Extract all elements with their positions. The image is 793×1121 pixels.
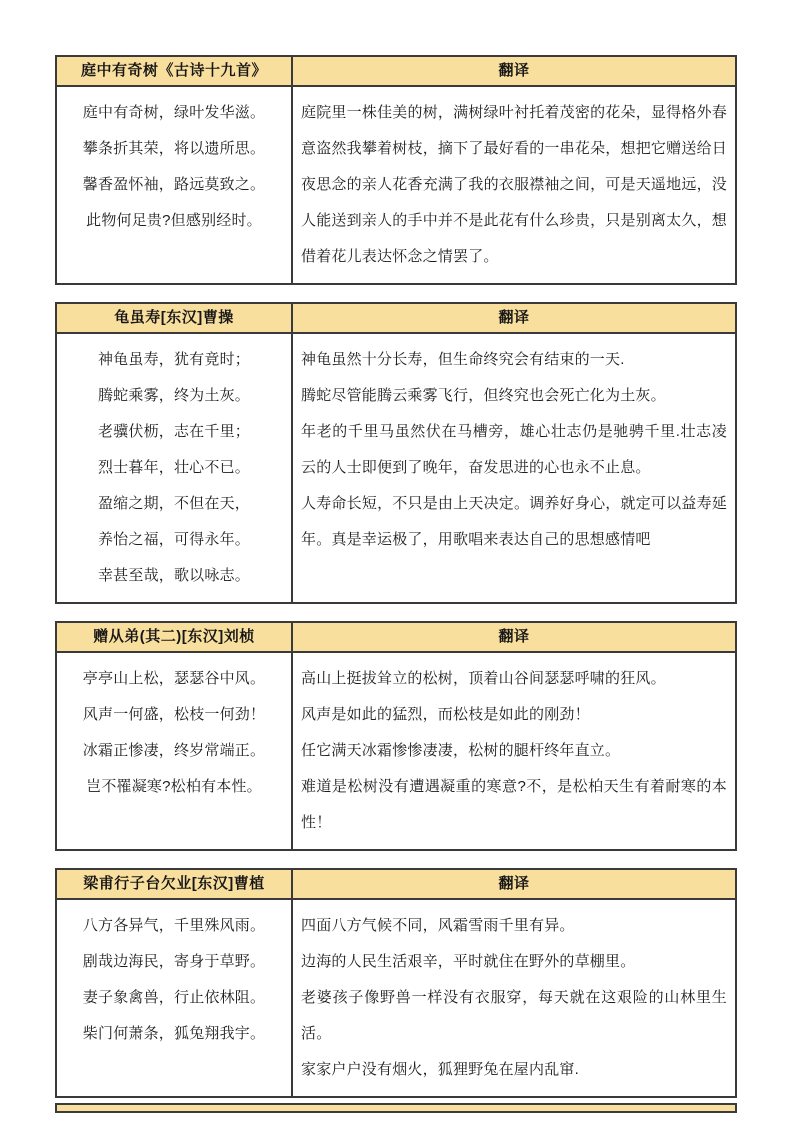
- poem-line: 腾蛇乘雾，终为土灰。: [97, 387, 250, 404]
- translation-paragraph: 年老的千里马虽然伏在马槽旁，雄心壮志仍是驰骋千里.壮志凌云的人士即便到了晚年，奋发思进的心也永不止息。: [301, 423, 727, 476]
- poem-title: 赠从弟(其二)[东汉]刘桢: [57, 623, 293, 651]
- poem-line: 烈士暮年，壮心不已。: [97, 459, 250, 476]
- translation-paragraph: 四面八方气候不同，风霜雪雨千里有异。: [301, 917, 575, 934]
- poem-line: 冰霜正惨凄，终岁常端正。: [82, 742, 266, 759]
- translation-text: [293, 87, 735, 283]
- translation-text: [293, 334, 735, 602]
- table-header-row: [57, 304, 735, 334]
- poem-lines: [57, 653, 293, 849]
- poem-line: 馨香盈怀袖，路远莫致之。: [82, 176, 266, 193]
- table-body-row: [57, 87, 735, 283]
- poem-title: 庭中有奇树《古诗十九首》: [57, 57, 293, 85]
- poem-title: 龟虽寿[东汉]曹操: [57, 304, 293, 332]
- poem-line: 亭亭山上松，瑟瑟谷中风。: [82, 670, 266, 687]
- translation-paragraph: 家家户户没有烟火，狐狸野兔在屋内乱窜.: [301, 1061, 579, 1078]
- poem-line: 攀条折其荣，将以遗所思。: [82, 140, 266, 157]
- poem-table-2: [55, 302, 737, 604]
- translation-paragraph: 任它满天冰霜惨惨凄凄，松树的腿杆终年直立。: [301, 742, 621, 759]
- poem-line: 幸甚至哉，歌以咏志。: [97, 567, 250, 584]
- translation-header: 翻译: [498, 62, 530, 79]
- next-table-header-partial: [55, 1103, 737, 1113]
- translation-paragraph: 边海的人民生活艰辛，平时就住在野外的草棚里。: [301, 953, 636, 970]
- table-body-row: [57, 334, 735, 602]
- translation-paragraph: 庭院里一株佳美的树，满树绿叶衬托着茂密的花朵，显得格外春意盗然我攀着树枝，摘下了最好看的一串花朵，想把它赠送给日夜思念的亲人花香充满了我的衣服襟袖之间，可是天遥地远，没人能送到亲人的手中并不是此花有什么珍贵，只是别离太久，想借着花儿表达怀念之情罢了。: [301, 104, 727, 265]
- translation-paragraph: 人寿命长短，不只是由上天决定。调养好身心，就定可以益寿延年。真是幸运极了，用歌唱来表达自己的思想感情吧: [301, 495, 727, 548]
- translation-header: 翻译: [498, 309, 530, 326]
- poem-line: 老骥伏枥，志在千里；: [97, 423, 250, 440]
- translation-header: 翻译: [498, 628, 530, 645]
- translation-paragraph: 高山上挺拔耸立的松树，顶着山谷间瑟瑟呼啸的狂风。: [301, 670, 666, 687]
- poem-table-3: [55, 621, 737, 851]
- table-body-row: [57, 653, 735, 849]
- poem-lines: [57, 334, 293, 602]
- translation-paragraph: 风声是如此的猛烈，而松枝是如此的刚劲！: [301, 706, 590, 723]
- poem-line: 盈缩之期，不但在天，: [97, 495, 250, 512]
- poem-line: 妻子象禽兽，行止依林阻。: [82, 989, 266, 1006]
- table-body-row: [57, 900, 735, 1096]
- poem-line: 风声一何盛，松枝一何劲！: [82, 706, 266, 723]
- poem-lines: [57, 87, 293, 283]
- translation-paragraph: 老婆孩子像野兽一样没有衣服穿，每天就在这艰险的山林里生活。: [301, 989, 727, 1042]
- translation-header: 翻译: [498, 875, 530, 892]
- translation-paragraph: 难道是松树没有遭遇凝重的寒意?不，是松柏天生有着耐寒的本性！: [301, 778, 727, 831]
- poem-line: 八方各异气，千里殊风雨。: [82, 917, 266, 934]
- table-header-row: [57, 623, 735, 653]
- translation-text: [293, 900, 735, 1096]
- table-header-row: [57, 57, 735, 87]
- translation-text: [293, 653, 735, 849]
- translation-paragraph: 腾蛇尽管能腾云乘雾飞行，但终究也会死亡化为土灰。: [301, 387, 666, 404]
- poem-line: 剧哉边海民，寄身于草野。: [82, 953, 266, 970]
- poem-table-1: [55, 55, 737, 285]
- poem-line: 岂不罹凝寒?松柏有本性。: [86, 778, 262, 795]
- poem-title: 梁甫行子台欠业[东汉]曹植: [57, 870, 293, 898]
- poem-lines: [57, 900, 293, 1096]
- poem-line: 神龟虽寿，犹有竟时；: [97, 351, 250, 368]
- poem-line: 养怡之福，可得永年。: [97, 531, 250, 548]
- poem-table-4: [55, 868, 737, 1098]
- poem-line: 柴门何萧条，狐兔翔我宇。: [82, 1025, 266, 1042]
- poem-line: 此物何足贵?但感别经时。: [86, 212, 262, 229]
- translation-paragraph: 神龟虽然十分长寿，但生命终究会有结束的一天.: [301, 351, 625, 368]
- table-header-row: [57, 870, 735, 900]
- poem-line: 庭中有奇树，绿叶发华滋。: [82, 104, 266, 121]
